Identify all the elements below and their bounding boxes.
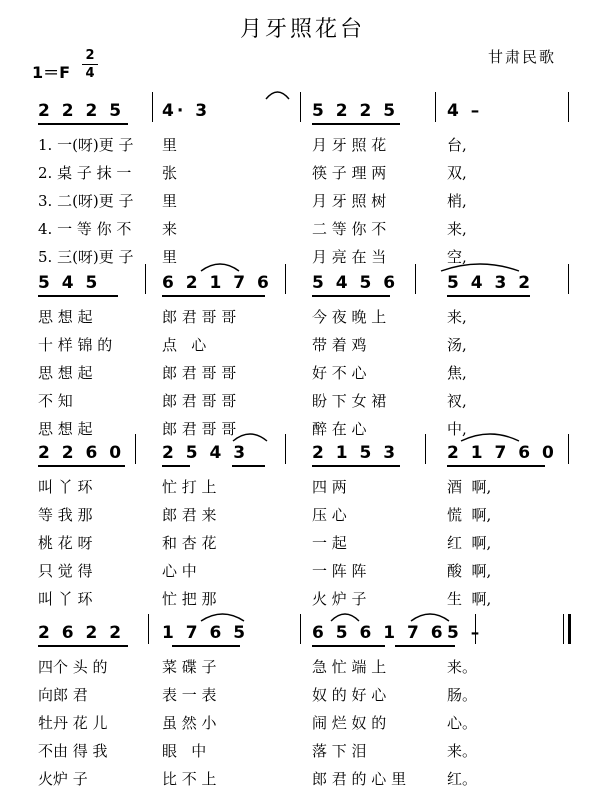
barline: [285, 434, 286, 464]
lyric-cell: 好 不 心: [312, 364, 367, 382]
eighth-note-beam: [162, 295, 265, 297]
notes-measure: 6 5 6 1 7 6: [312, 623, 446, 643]
lyric-cell: 来。: [447, 658, 478, 676]
lyric-cell: 来,: [447, 220, 467, 238]
lyric-cell: 红。: [447, 770, 478, 788]
barline: [300, 92, 301, 122]
notes-measure: 2 2 6 0: [38, 443, 125, 463]
lyric-cell: 梢,: [447, 192, 467, 210]
lyric-cell: 忙 把 那: [162, 590, 217, 608]
notes-measure: 1 7 6 5: [162, 623, 249, 643]
time-signature-bottom: 4: [85, 66, 95, 81]
notes-measure: 2 6 2 2: [38, 623, 125, 643]
barline: [568, 264, 569, 294]
lyric-cell: 十 样 锦 的: [38, 336, 113, 354]
lyric-cell: 今 夜 晚 上: [312, 308, 387, 326]
time-signature: [82, 48, 98, 81]
lyric-cell: 来。: [447, 742, 478, 760]
notes-measure: 5 2 2 5: [312, 101, 399, 121]
eighth-note-beam: [38, 123, 128, 125]
notes-measure: 2 2 2 5: [38, 101, 125, 121]
lyric-cell: 不由 得 我: [38, 742, 108, 760]
notes-measure: 5 4 5: [38, 273, 101, 293]
lyric-cell: 慌 啊,: [447, 506, 492, 524]
notes-measure: 4 –: [447, 101, 483, 121]
lyric-cell: 思 想 起: [38, 308, 93, 326]
slur-arc: [330, 610, 360, 622]
barline: [135, 434, 136, 464]
lyric-cell: 只 觉 得: [38, 562, 93, 580]
eighth-note-beam: [312, 465, 400, 467]
slur-arc: [440, 260, 520, 272]
lyric-cell: 思 想 起: [38, 364, 93, 382]
lyric-cell: 一 阵 阵: [312, 562, 367, 580]
notes-measure: 2 5 4 3: [162, 443, 249, 463]
lyric-cell: 眼 中: [162, 742, 207, 760]
notes-measure: 6 2 1 7 6: [162, 273, 272, 293]
lyric-cell: 里: [162, 192, 178, 210]
lyric-cell: 里: [162, 136, 178, 154]
eighth-note-beam: [312, 645, 385, 647]
lyric-cell: 郎 君 哥 哥: [162, 308, 237, 326]
eighth-note-beam: [172, 645, 240, 647]
lyric-cell: 郎 君 哥 哥: [162, 420, 237, 438]
lyric-cell: 5. 三(呀)更 子: [38, 248, 134, 266]
lyric-cell: 心。: [447, 714, 478, 732]
lyric-cell: 来,: [447, 308, 467, 326]
lyric-cell: 里: [162, 248, 178, 266]
lyric-cell: 压 心: [312, 506, 347, 524]
lyric-cell: 表 一 表: [162, 686, 217, 704]
lyric-cell: 月 牙 照 树: [312, 192, 387, 210]
barline: [148, 614, 149, 644]
slur-arc: [460, 430, 520, 442]
barline: [285, 264, 286, 294]
barline: [568, 434, 569, 464]
lyric-cell: 郎 君 哥 哥: [162, 364, 237, 382]
lyric-cell: 落 下 泪: [312, 742, 367, 760]
lyric-cell: 4. 一 等 你 不: [38, 220, 132, 238]
eighth-note-beam: [395, 645, 455, 647]
lyric-cell: 火炉 子: [38, 770, 88, 788]
eighth-note-beam: [162, 465, 190, 467]
lyric-cell: 2. 桌 子 抹 一: [38, 164, 132, 182]
notes-measure: 2 1 5 3: [312, 443, 399, 463]
lyric-cell: 台,: [447, 136, 467, 154]
lyric-cell: 酒 啊,: [447, 478, 492, 496]
barline: [425, 434, 426, 464]
lyric-cell: 牡丹 花 儿: [38, 714, 108, 732]
lyric-cell: 3. 二(呀)更 子: [38, 192, 134, 210]
lyric-cell: 奴 的 好 心: [312, 686, 387, 704]
slur-arc: [200, 260, 240, 272]
lyric-cell: 菜 碟 子: [162, 658, 217, 676]
lyric-cell: 中,: [447, 420, 467, 438]
lyric-cell: 衩,: [447, 392, 467, 410]
lyric-cell: 红 啊,: [447, 534, 492, 552]
slur-arc: [200, 610, 245, 622]
lyric-cell: 1. 一(呀)更 子: [38, 136, 134, 154]
lyric-cell: 带 着 鸡: [312, 336, 367, 354]
lyric-cell: 酸 啊,: [447, 562, 492, 580]
lyric-cell: 虽 然 小: [162, 714, 217, 732]
barline: [475, 614, 476, 644]
barline: [300, 614, 301, 644]
barline: [145, 264, 146, 294]
lyric-cell: 比 不 上: [162, 770, 217, 788]
lyric-cell: 不 知: [38, 392, 73, 410]
lyric-cell: 火 炉 子: [312, 590, 367, 608]
final-barline-thin: [563, 614, 564, 644]
lyric-cell: 生 啊,: [447, 590, 492, 608]
lyric-cell: 盼 下 女 裙: [312, 392, 387, 410]
lyric-cell: 思 想 起: [38, 420, 93, 438]
lyric-cell: 四 两: [312, 478, 347, 496]
time-signature-bar: [82, 64, 98, 65]
time-signature-top: 2: [85, 48, 95, 63]
lyric-cell: 桃 花 呀: [38, 534, 93, 552]
barline: [568, 92, 569, 122]
lyric-cell: 汤,: [447, 336, 467, 354]
eighth-note-beam: [447, 295, 530, 297]
barline: [415, 264, 416, 294]
lyric-cell: 点 心: [162, 336, 207, 354]
lyric-cell: 闹 烂 奴 的: [312, 714, 387, 732]
lyric-cell: 筷 子 理 两: [312, 164, 387, 182]
barline: [435, 92, 436, 122]
slur-arc: [410, 610, 450, 622]
notes-measure: 5 4 3 2: [447, 273, 534, 293]
lyric-cell: 焦,: [447, 364, 467, 382]
notes-measure: 2 1 7 6 0: [447, 443, 557, 463]
lyric-cell: 忙 打 上: [162, 478, 217, 496]
slur-arc: [232, 430, 268, 442]
eighth-note-beam: [38, 465, 125, 467]
lyric-cell: 郎 君 的 心 里: [312, 770, 407, 788]
eighth-note-beam: [312, 295, 390, 297]
notes-measure: 4· 3: [162, 101, 211, 121]
eighth-note-beam: [232, 465, 265, 467]
lyric-cell: 月 牙 照 花: [312, 136, 387, 154]
eighth-note-beam: [38, 645, 128, 647]
lyric-cell: 向郎 君: [38, 686, 88, 704]
lyric-cell: 空,: [447, 248, 467, 266]
lyric-cell: 急 忙 端 上: [312, 658, 387, 676]
lyric-cell: 心 中: [162, 562, 197, 580]
eighth-note-beam: [312, 123, 400, 125]
lyric-cell: 叫 丫 环: [38, 590, 93, 608]
lyric-cell: 双,: [447, 164, 467, 182]
lyric-cell: 肠。: [447, 686, 478, 704]
lyric-cell: 叫 丫 环: [38, 478, 93, 496]
notes-measure: 5 4 5 6: [312, 273, 399, 293]
eighth-note-beam: [38, 295, 118, 297]
lyric-cell: 月 亮 在 当: [312, 248, 387, 266]
lyric-cell: 来: [162, 220, 178, 238]
slur-arc: [265, 88, 290, 100]
song-origin: 甘肃民歌: [488, 48, 557, 66]
lyric-cell: 醉 在 心: [312, 420, 367, 438]
eighth-note-beam: [447, 465, 545, 467]
lyric-cell: 和 杏 花: [162, 534, 217, 552]
lyric-cell: 一 起: [312, 534, 347, 552]
notes-measure: 5 –: [447, 623, 483, 643]
lyric-cell: 郎 君 哥 哥: [162, 392, 237, 410]
lyric-cell: 张: [162, 164, 178, 182]
lyric-cell: 二 等 你 不: [312, 220, 387, 238]
lyric-cell: 等 我 那: [38, 506, 93, 524]
song-title: 月牙照花台: [239, 17, 365, 42]
lyric-cell: 四个 头 的: [38, 658, 108, 676]
key-signature: 1＝F: [32, 63, 71, 82]
barline: [152, 92, 153, 122]
final-barline: [568, 614, 571, 644]
lyric-cell: 郎 君 来: [162, 506, 217, 524]
